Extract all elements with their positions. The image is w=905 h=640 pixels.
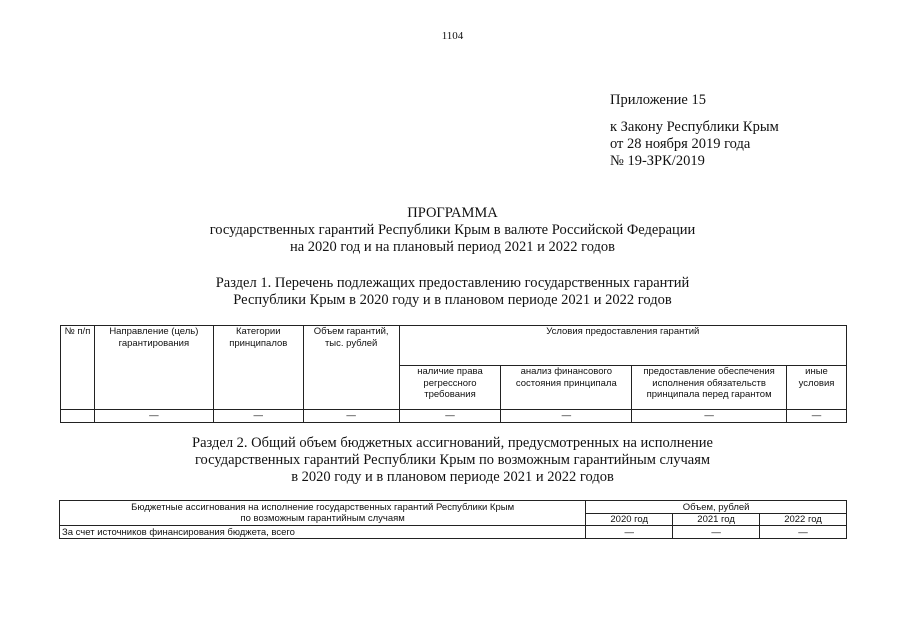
header-categories: Категории принципалов [213,326,303,410]
header-allocations-line-1: Бюджетные ассигнования на исполнение государственных гарантий Республики Крым [131,502,515,513]
title-line-2: государственных гарантий Республики Крым в валюте Российской Федерации [209,222,696,238]
header-allocations-line-2: по возможным гарантийным случаям [240,513,405,524]
row-2022: — [760,526,847,539]
guarantees-table [60,325,847,423]
header-num: № п/п [61,326,95,410]
header-2020: 2020 год [586,514,673,526]
appendix-block [610,92,779,170]
section2-line-1: Раздел 2. Общий объем бюджетных ассигнований, предусмотренных на исполнение [192,435,713,451]
cell-num [61,410,95,423]
cell-categories: — [213,410,303,423]
header-2022: 2022 год [760,514,847,526]
header-volume-rub: Объем, рублей [586,501,847,514]
header-analysis: анализ финансового состояния принципала [501,366,632,410]
header-2021: 2021 год [673,514,760,526]
cell-direction: — [94,410,213,423]
appendix-title: Приложение 15 [610,92,706,108]
section2-heading [0,435,905,486]
header-other: иные условия [786,366,846,410]
section2-line-2: государственных гарантий Республики Крым по возможным гарантийным случаям [194,452,711,468]
section1-line-2: Республики Крым в 2020 году и в плановом периоде 2021 и 2022 годов [233,292,672,308]
appendix-law: к Закону Республики Крым [610,119,779,135]
header-conditions: Условия предоставления гарантий [399,326,846,366]
cell-security: — [632,410,787,423]
header-allocations [60,501,586,526]
table-row [60,526,847,539]
table-row [61,410,847,423]
section2-line-3: в 2020 году и в плановом периоде 2021 и 2022 годов [291,469,614,485]
section1-line-1: Раздел 1. Перечень подлежащих предоставлению государственных гарантий [215,275,690,291]
row-2021: — [673,526,760,539]
budget-table [59,500,847,539]
section1-heading [0,275,905,309]
header-regress: наличие права регрессного требования [399,366,501,410]
header-volume: Объем гарантий, тыс. рублей [303,326,399,410]
row-2020: — [586,526,673,539]
title-line-3: на 2020 год и на плановый период 2021 и 2022 годов [289,239,616,255]
header-direction: Направление (цель) гарантирования [94,326,213,410]
program-title [0,205,905,256]
appendix-date: от 28 ноября 2019 года [610,136,751,152]
appendix-number: № 19-ЗРК/2019 [610,153,705,169]
row-label: За счет источников финансирования бюджета, всего [60,526,586,539]
header-security: предоставление обеспечения исполнения обязательств принципала перед гарантом [632,366,787,410]
title-line-1: ПРОГРАММА [407,205,498,221]
cell-volume: — [303,410,399,423]
cell-regress: — [399,410,501,423]
page-number: 1104 [441,30,464,42]
cell-other: — [786,410,846,423]
cell-analysis: — [501,410,632,423]
